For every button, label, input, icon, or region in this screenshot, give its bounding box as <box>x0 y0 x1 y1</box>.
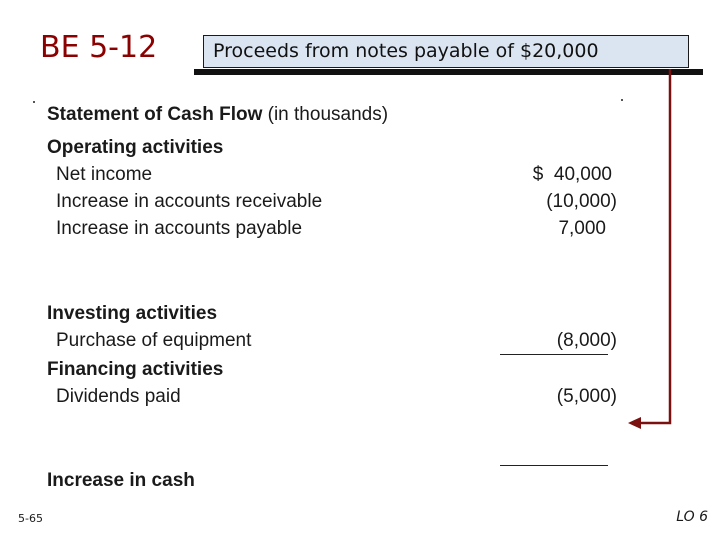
line-item-label: Increase in accounts receivable <box>56 191 323 212</box>
section-heading-investing: Investing activities <box>47 303 218 324</box>
section-heading-operating: Operating activities <box>47 137 224 158</box>
slide-title: BE 5-12 <box>40 30 158 65</box>
arrow-head-icon <box>628 417 641 429</box>
line-item-amount: (10,000) <box>546 191 617 212</box>
statement-title-suffix: (in thousands) <box>262 104 389 125</box>
learning-objective-label: LO 6 <box>676 509 708 525</box>
line-item-amount: (8,000) <box>556 330 617 351</box>
line-item-amount: $ 40,000 <box>532 164 612 185</box>
line-item-label: Net income <box>56 164 153 185</box>
arrow-line <box>638 69 670 423</box>
line-item-amount: (5,000) <box>556 386 617 407</box>
total-label: Increase in cash <box>47 470 195 491</box>
line-item-label: Increase in accounts payable <box>56 218 303 239</box>
line-item-amount: 7,000 <box>558 218 606 239</box>
line-item-label: Dividends paid <box>56 386 181 407</box>
callout-box: Proceeds from notes payable of $20,000 <box>203 35 689 68</box>
line-item-label: Purchase of equipment <box>56 330 252 351</box>
section-heading-financing: Financing activities <box>47 359 224 380</box>
statement-title-main: Statement of Cash Flow <box>47 104 263 125</box>
page-number: 5-65 <box>18 512 43 525</box>
